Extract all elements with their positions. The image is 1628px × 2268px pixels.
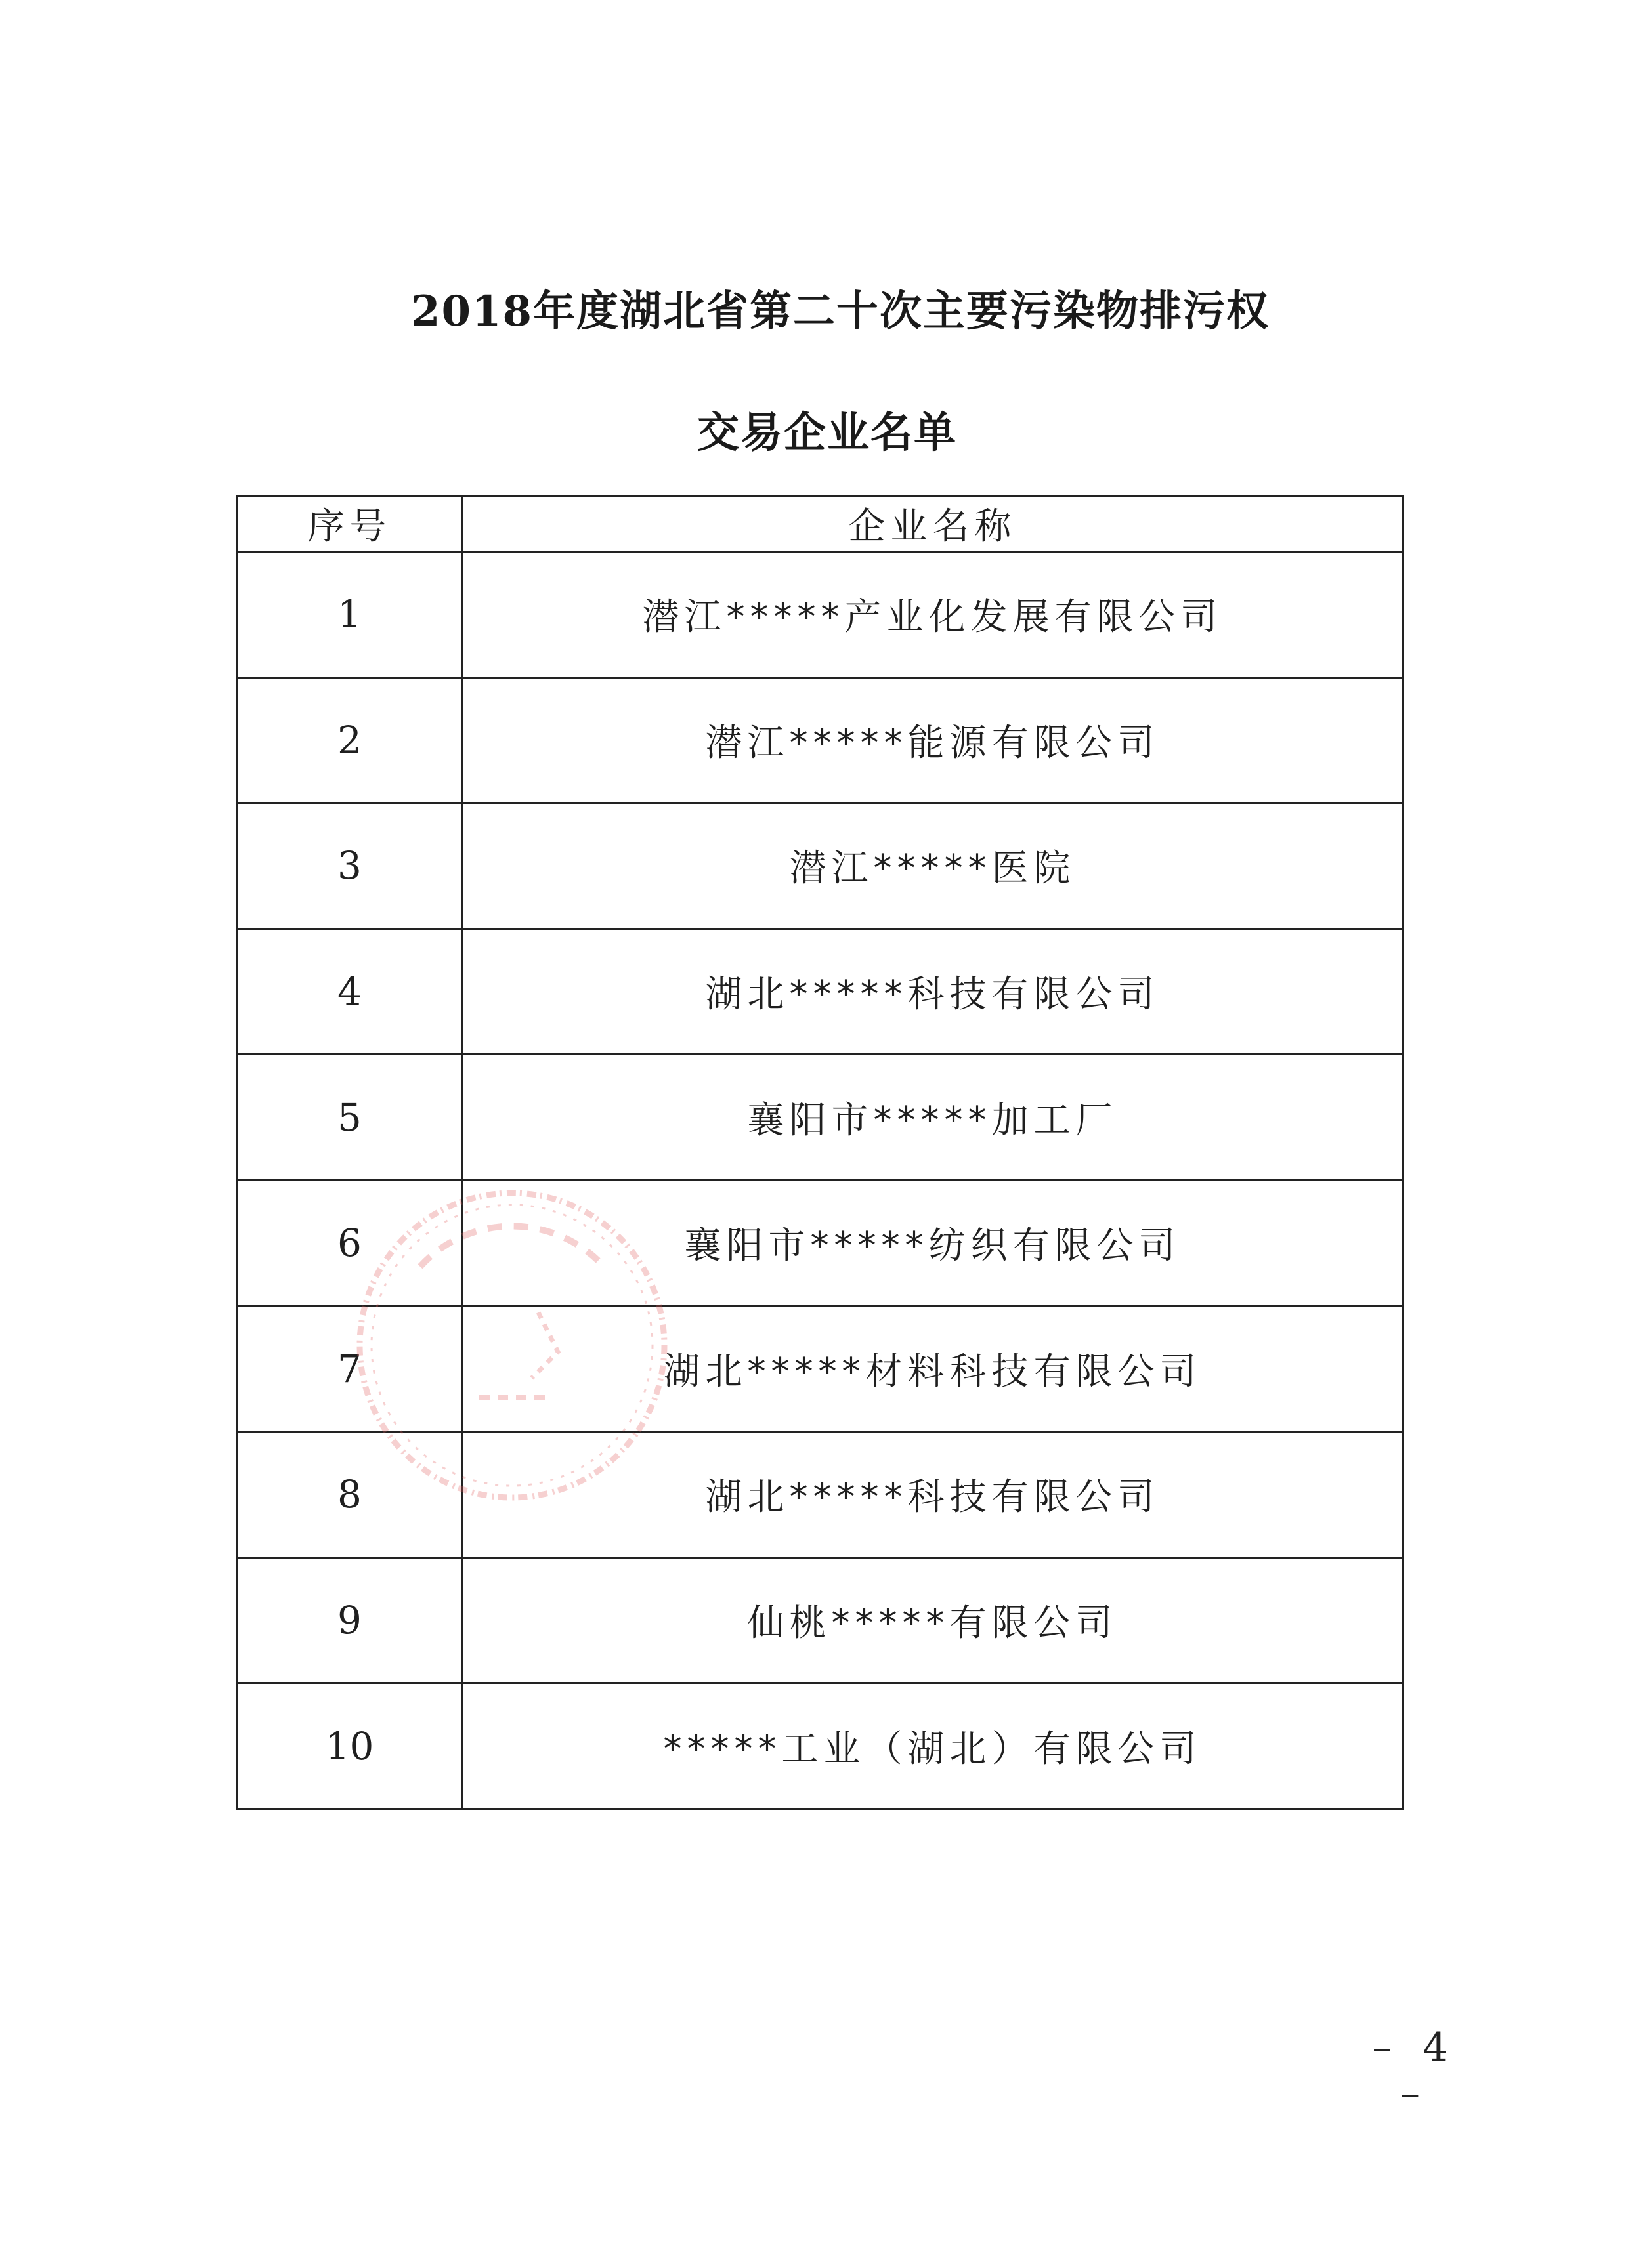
table-row bbox=[238, 1306, 1403, 1432]
table-header-row bbox=[238, 496, 1403, 552]
row-index: 8 bbox=[238, 1432, 462, 1558]
page-number: – 4 – bbox=[1372, 2025, 1457, 2116]
row-enterprise-name: 仙桃*****有限公司 bbox=[462, 1557, 1403, 1683]
row-enterprise-name: 潜江*****能源有限公司 bbox=[462, 677, 1403, 803]
row-index: 10 bbox=[238, 1683, 462, 1809]
table-row bbox=[238, 929, 1403, 1055]
row-enterprise-name: 潜江*****医院 bbox=[462, 803, 1403, 929]
row-enterprise-name: 湖北*****科技有限公司 bbox=[462, 1432, 1403, 1558]
enterprise-list-table bbox=[236, 495, 1404, 1810]
row-index: 7 bbox=[238, 1306, 462, 1432]
table-row bbox=[238, 1557, 1403, 1683]
row-index: 1 bbox=[238, 552, 462, 678]
row-index: 4 bbox=[238, 929, 462, 1055]
row-index: 9 bbox=[238, 1557, 462, 1683]
row-enterprise-name: 湖北*****科技有限公司 bbox=[462, 929, 1403, 1055]
row-enterprise-name: 湖北*****材料科技有限公司 bbox=[462, 1306, 1403, 1432]
row-index: 3 bbox=[238, 803, 462, 929]
row-enterprise-name: *****工业（湖北）有限公司 bbox=[462, 1683, 1403, 1809]
row-enterprise-name: 襄阳市*****加工厂 bbox=[462, 1055, 1403, 1181]
table-row bbox=[238, 1683, 1403, 1809]
header-index: 序号 bbox=[238, 496, 462, 552]
table-row bbox=[238, 1180, 1403, 1306]
document-title-line-1: 2018年度湖北省第二十次主要污染物排污权 bbox=[410, 287, 1270, 336]
table-row bbox=[238, 1055, 1403, 1181]
table-row bbox=[238, 552, 1403, 678]
row-index: 5 bbox=[238, 1055, 462, 1181]
table-row bbox=[238, 803, 1403, 929]
row-enterprise-name: 潜江*****产业化发展有限公司 bbox=[462, 552, 1403, 678]
table-row bbox=[238, 1432, 1403, 1558]
document-title-line-2: 交易企业名单 bbox=[697, 408, 957, 457]
row-index: 6 bbox=[238, 1180, 462, 1306]
row-enterprise-name: 襄阳市*****纺织有限公司 bbox=[462, 1180, 1403, 1306]
table-row bbox=[238, 677, 1403, 803]
header-enterprise-name: 企业名称 bbox=[462, 496, 1403, 552]
row-index: 2 bbox=[238, 677, 462, 803]
